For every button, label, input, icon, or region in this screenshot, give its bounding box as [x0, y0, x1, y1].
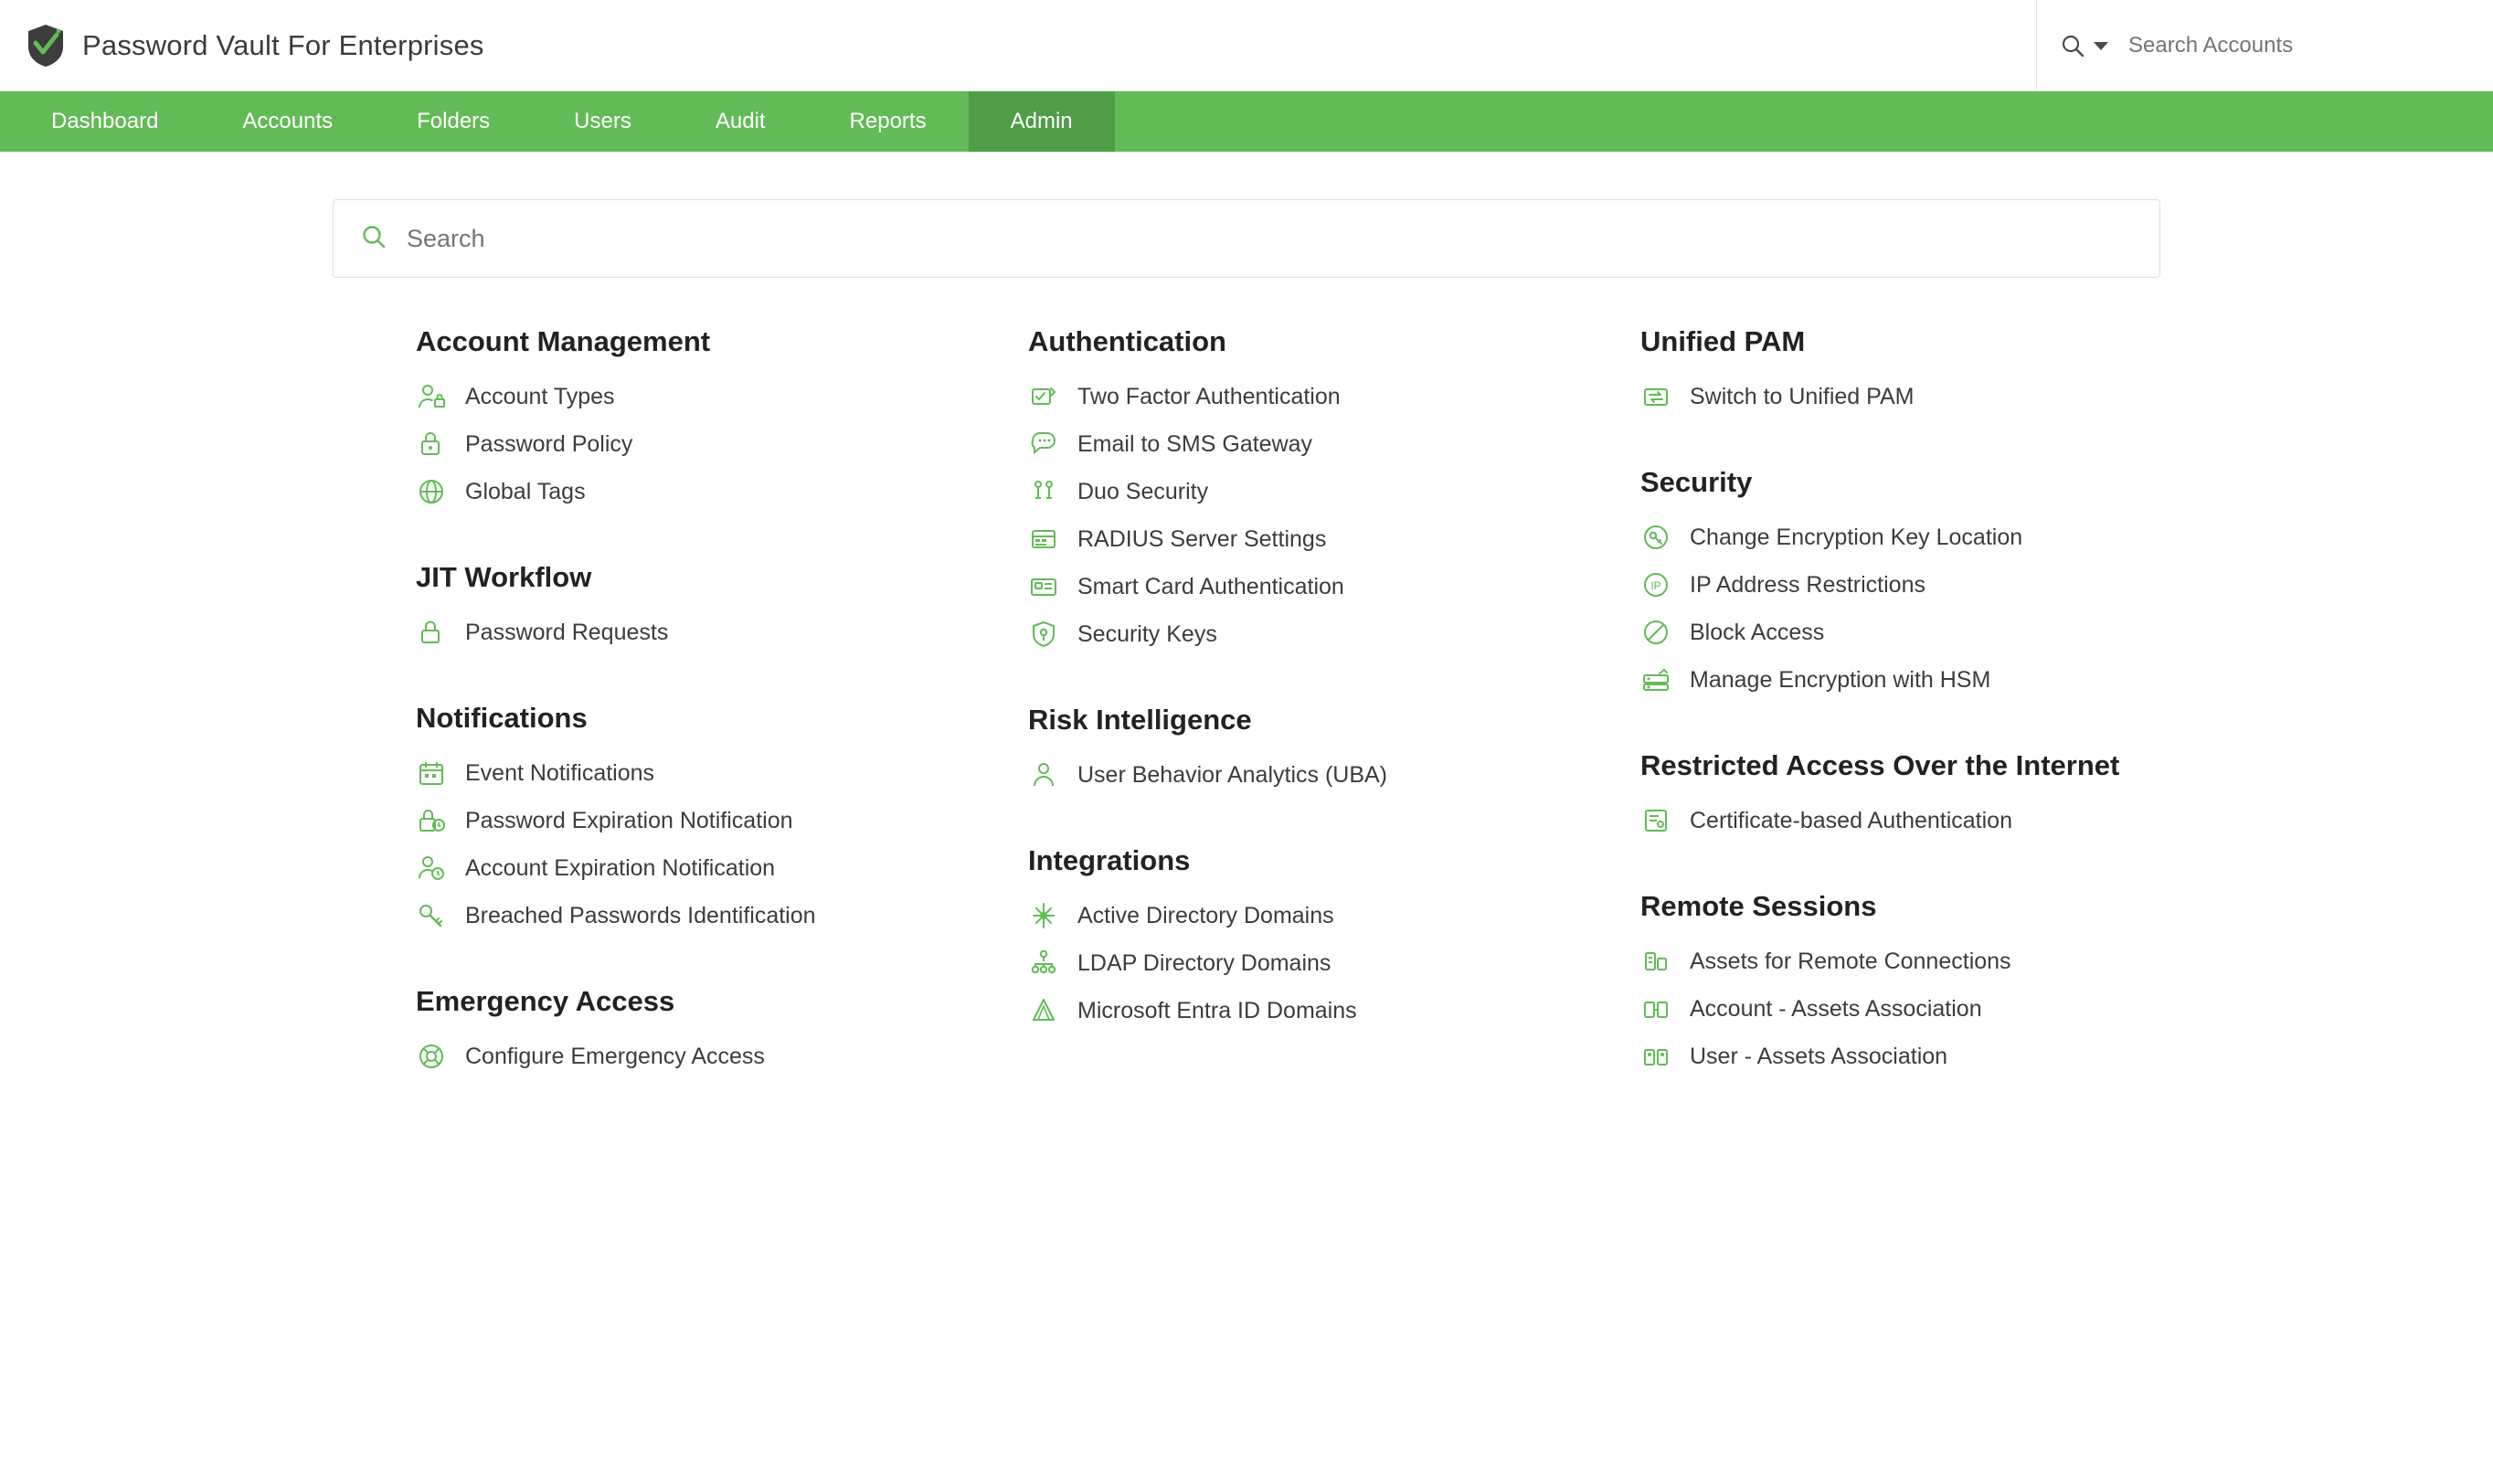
link-manage-encryption-with-hsm[interactable] [1640, 656, 2280, 704]
section-emergency-access [416, 985, 1028, 1080]
link-label: User Behavior Analytics (UBA) [1077, 761, 1388, 788]
nav-label: Reports [849, 109, 927, 133]
nav-item-reports[interactable] [808, 91, 969, 152]
section-notifications [416, 702, 1028, 939]
lock-icon [416, 617, 447, 648]
link-ip-address-restrictions[interactable] [1640, 561, 2280, 609]
nav-label: Audit [715, 109, 766, 133]
admin-search-input[interactable] [405, 224, 2159, 254]
link-active-directory-domains[interactable] [1028, 892, 1640, 939]
link-label: User - Assets Association [1690, 1043, 1948, 1069]
ip-icon [1640, 569, 1671, 600]
search-icon[interactable] [2061, 34, 2085, 58]
two-factor-icon [1028, 381, 1059, 412]
user-assets-icon [1640, 1041, 1671, 1072]
link-label: Account Types [465, 383, 615, 409]
link-change-encryption-key-location[interactable] [1640, 514, 2280, 561]
section-restricted-access-over-the-internet [1640, 749, 2280, 844]
calendar-icon [416, 758, 447, 789]
section-title: Unified PAM [1640, 325, 1806, 357]
section-title: Remote Sessions [1640, 890, 1877, 922]
link-block-access[interactable] [1640, 609, 2280, 656]
admin-settings-columns [0, 278, 2493, 1080]
nav-item-folders[interactable] [375, 91, 532, 152]
section-title: Account Management [416, 325, 711, 357]
entra-id-icon [1028, 995, 1059, 1026]
link-label: Password Expiration Notification [465, 807, 793, 833]
link-label: Microsoft Entra ID Domains [1077, 997, 1357, 1023]
link-label: Security Keys [1077, 620, 1217, 647]
link-breached-passwords-identification[interactable] [416, 892, 1028, 939]
duo-icon [1028, 476, 1059, 507]
block-icon [1640, 617, 1671, 648]
link-label: Assets for Remote Connections [1690, 948, 2011, 974]
link-label: Password Requests [465, 619, 669, 645]
section-authentication [1028, 325, 1640, 658]
link-account-expiration-notification[interactable] [416, 844, 1028, 892]
link-label: Configure Emergency Access [465, 1043, 765, 1069]
link-microsoft-entra-id-domains[interactable] [1028, 987, 1640, 1034]
main-navigation [0, 91, 2493, 152]
hsm-icon [1640, 664, 1671, 695]
link-label: LDAP Directory Domains [1077, 949, 1331, 976]
link-ldap-directory-domains[interactable] [1028, 939, 1640, 987]
section-title: Restricted Access Over the Internet [1640, 749, 2120, 781]
section-jit-workflow [416, 561, 1028, 656]
link-security-keys[interactable] [1028, 610, 1640, 658]
user-lock-icon [416, 381, 447, 412]
server-icon [1028, 524, 1059, 555]
nav-label: Folders [417, 109, 491, 133]
section-unified-pam [1640, 325, 2280, 420]
admin-search-box[interactable] [333, 199, 2160, 278]
chat-icon [1028, 429, 1059, 460]
shield-icon [26, 23, 66, 69]
admin-search-row [0, 152, 2493, 278]
link-label: Email to SMS Gateway [1077, 430, 1313, 457]
link-label: Duo Security [1077, 478, 1209, 504]
nav-label: Admin [1010, 109, 1073, 133]
column-authentication [1028, 325, 1640, 1080]
link-password-policy[interactable] [416, 420, 1028, 468]
link-switch-to-unified-pam[interactable] [1640, 373, 2280, 420]
link-label: Account Expiration Notification [465, 854, 776, 881]
link-label: Certificate-based Authentication [1690, 807, 2012, 833]
search-accounts-input[interactable] [2127, 32, 2437, 59]
card-icon [1028, 571, 1059, 602]
column-unified-pam [1640, 325, 2280, 1080]
top-header-bar [0, 0, 2493, 91]
nav-item-dashboard[interactable] [9, 91, 200, 152]
nav-label: Dashboard [51, 109, 159, 133]
nav-item-accounts[interactable] [200, 91, 375, 152]
chevron-down-icon[interactable] [2094, 42, 2108, 50]
section-title: JIT Workflow [416, 561, 592, 593]
svg-text:IP: IP [1650, 579, 1661, 592]
link-label: IP Address Restrictions [1690, 571, 1925, 598]
link-label: Switch to Unified PAM [1690, 383, 1915, 409]
link-label: Two Factor Authentication [1077, 383, 1341, 409]
link-email-to-sms-gateway[interactable] [1028, 420, 1640, 468]
link-label: Breached Passwords Identification [465, 902, 816, 928]
nav-item-audit[interactable] [674, 91, 808, 152]
shield-key-icon [1028, 619, 1059, 650]
link-label: Manage Encryption with HSM [1690, 666, 1991, 693]
section-integrations [1028, 844, 1640, 1034]
link-label: Account - Assets Association [1690, 995, 1982, 1022]
nav-label: Users [574, 109, 631, 133]
lock-clock-icon [416, 805, 447, 836]
lifebuoy-icon [416, 1041, 447, 1072]
link-label: RADIUS Server Settings [1077, 525, 1327, 552]
section-title: Security [1640, 466, 1753, 498]
section-title: Integrations [1028, 844, 1191, 876]
nav-item-users[interactable] [532, 91, 674, 152]
section-title: Risk Intelligence [1028, 704, 1252, 736]
link-label: Global Tags [465, 478, 586, 504]
section-risk-intelligence [1028, 704, 1640, 799]
globe-icon [416, 476, 447, 507]
link-label: Smart Card Authentication [1077, 573, 1344, 599]
nav-item-admin[interactable] [969, 91, 1115, 152]
section-remote-sessions [1640, 890, 2280, 1080]
link-password-requests[interactable] [416, 609, 1028, 656]
section-security [1640, 466, 2280, 704]
link-assets-for-remote-connections[interactable] [1640, 938, 2280, 985]
link-account-assets-association[interactable] [1640, 985, 2280, 1033]
user-analytics-icon [1028, 759, 1059, 790]
certificate-icon [1640, 805, 1671, 836]
section-account-management [416, 325, 1028, 515]
account-search-area[interactable] [2036, 0, 2493, 91]
account-assets-icon [1640, 993, 1671, 1024]
link-user-assets-association[interactable] [1640, 1033, 2280, 1080]
nav-label: Accounts [242, 109, 334, 133]
section-title: Emergency Access [416, 985, 675, 1017]
link-certificate-based-authentication[interactable] [1640, 797, 2280, 844]
search-icon [361, 224, 387, 254]
user-clock-icon [416, 853, 447, 884]
link-global-tags[interactable] [416, 468, 1028, 515]
brand [0, 23, 484, 69]
switch-icon [1640, 381, 1671, 412]
link-configure-emergency-access[interactable] [416, 1033, 1028, 1080]
link-radius-server-settings[interactable] [1028, 515, 1640, 563]
section-title: Authentication [1028, 325, 1226, 357]
section-title: Notifications [416, 702, 588, 734]
link-label: Event Notifications [465, 759, 655, 786]
app-title: Password Vault For Enterprises [82, 28, 484, 61]
link-label: Change Encryption Key Location [1690, 524, 2023, 550]
link-smart-card-authentication[interactable] [1028, 563, 1640, 610]
active-directory-icon [1028, 900, 1059, 931]
link-label: Block Access [1690, 619, 1825, 645]
link-event-notifications[interactable] [416, 749, 1028, 797]
column-account-management [416, 325, 1028, 1080]
link-password-expiration-notification[interactable] [416, 797, 1028, 844]
ldap-icon [1028, 948, 1059, 979]
key-location-icon [1640, 522, 1671, 553]
key-search-icon [416, 900, 447, 931]
link-label: Active Directory Domains [1077, 902, 1334, 928]
padlock-icon [416, 429, 447, 460]
link-two-factor-authentication[interactable] [1028, 373, 1640, 420]
link-label: Password Policy [465, 430, 633, 457]
link-user-behavior-analytics[interactable] [1028, 751, 1640, 799]
link-duo-security[interactable] [1028, 468, 1640, 515]
link-account-types[interactable] [416, 373, 1028, 420]
assets-icon [1640, 946, 1671, 977]
